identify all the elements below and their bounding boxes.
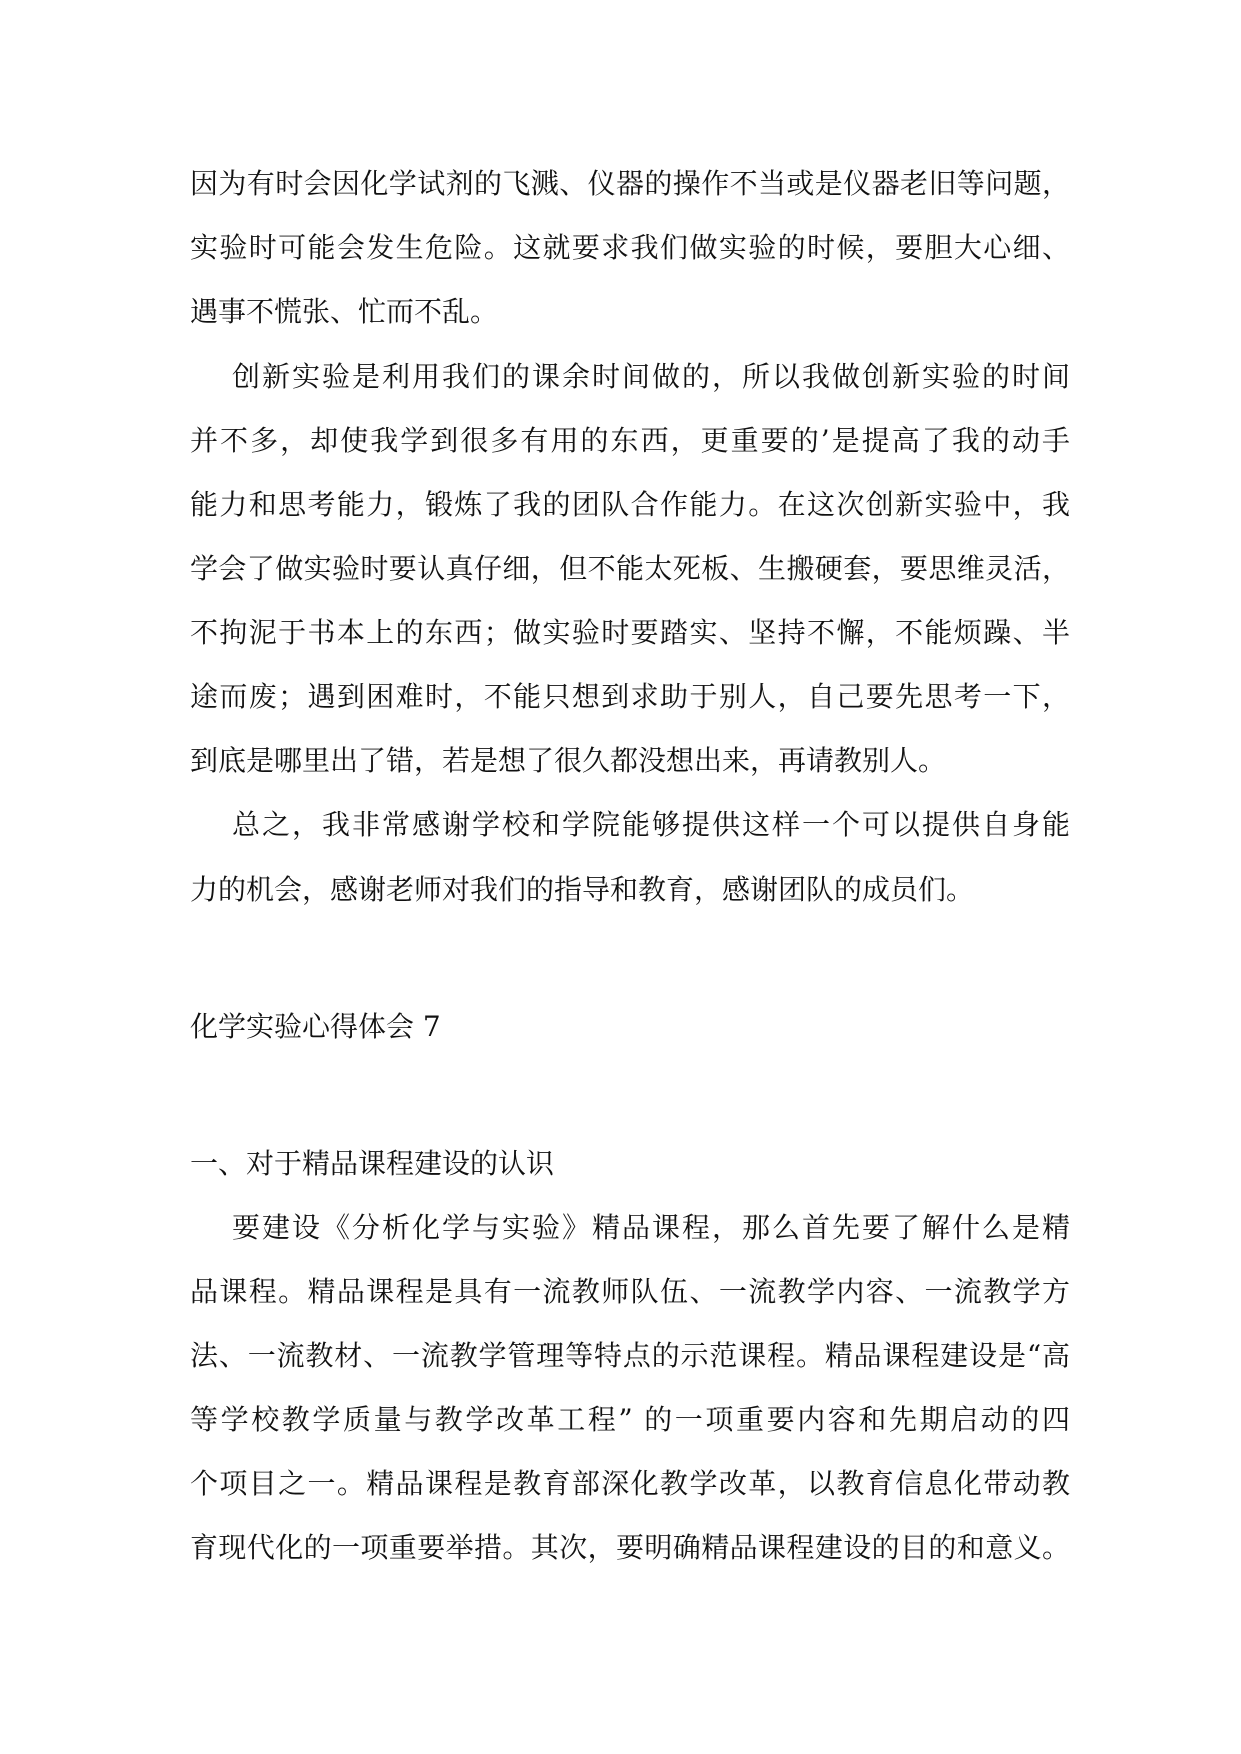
- paragraph-4-line-5: 个项目之一。精品课程是教育部深化教学改革，以教育信息化带动教: [190, 1467, 1070, 1500]
- paragraph-4-line-1: 要建设《分析化学与实验》精品课程，那么首先要了解什么是精: [232, 1211, 1070, 1244]
- subsection-title: 一、对于精品课程建设的认识: [190, 1147, 555, 1180]
- paragraph-2-line-5: 不拘泥于书本上的东西；做实验时要踏实、坚持不懈，不能烦躁、半: [190, 616, 1070, 649]
- paragraph-3-line-2: 力的机会，感谢老师对我们的指导和教育，感谢团队的成员们。: [190, 873, 975, 906]
- paragraph-4-line-4: 等学校教学质量与教学改革工程” 的一项重要内容和先期启动的四: [190, 1403, 1070, 1436]
- paragraph-2-line-1: 创新实验是利用我们的课余时间做的，所以我做创新实验的时间: [232, 360, 1070, 393]
- paragraph-2-line-2: 并不多，却使我学到很多有用的东西，更重要的’是提高了我的动手: [190, 424, 1070, 457]
- paragraph-2-line-6: 途而废；遇到困难时，不能只想到求助于别人，自己要先思考一下，: [190, 680, 1070, 713]
- paragraph-2-line-4: 学会了做实验时要认真仔细，但不能太死板、生搬硬套，要思维灵活，: [190, 552, 1070, 585]
- paragraph-1-line-1: 因为有时会因化学试剂的飞溅、仪器的操作不当或是仪器老旧等问题，: [190, 167, 1070, 200]
- paragraph-1-line-2: 实验时可能会发生危险。这就要求我们做实验的时候，要胆大心细、: [190, 231, 1070, 264]
- section-title: 化学实验心得体会 7: [190, 1010, 441, 1043]
- paragraph-4-line-2: 品课程。精品课程是具有一流教师队伍、一流教学内容、一流教学方: [190, 1275, 1070, 1308]
- paragraph-2-line-7: 到底是哪里出了错，若是想了很久都没想出来，再请教别人。: [190, 744, 947, 777]
- paragraph-3-line-1: 总之，我非常感谢学校和学院能够提供这样一个可以提供自身能: [232, 808, 1070, 841]
- paragraph-2-line-3: 能力和思考能力，锻炼了我的团队合作能力。在这次创新实验中，我: [190, 488, 1070, 521]
- paragraph-4-line-6: 育现代化的一项重要举措。其次，要明确精品课程建设的目的和意义。: [190, 1531, 1070, 1564]
- paragraph-4-line-3: 法、一流教材、一流教学管理等特点的示范课程。精品课程建设是“高: [190, 1339, 1070, 1372]
- paragraph-1-line-3: 遇事不慌张、忙而不乱。: [190, 295, 499, 328]
